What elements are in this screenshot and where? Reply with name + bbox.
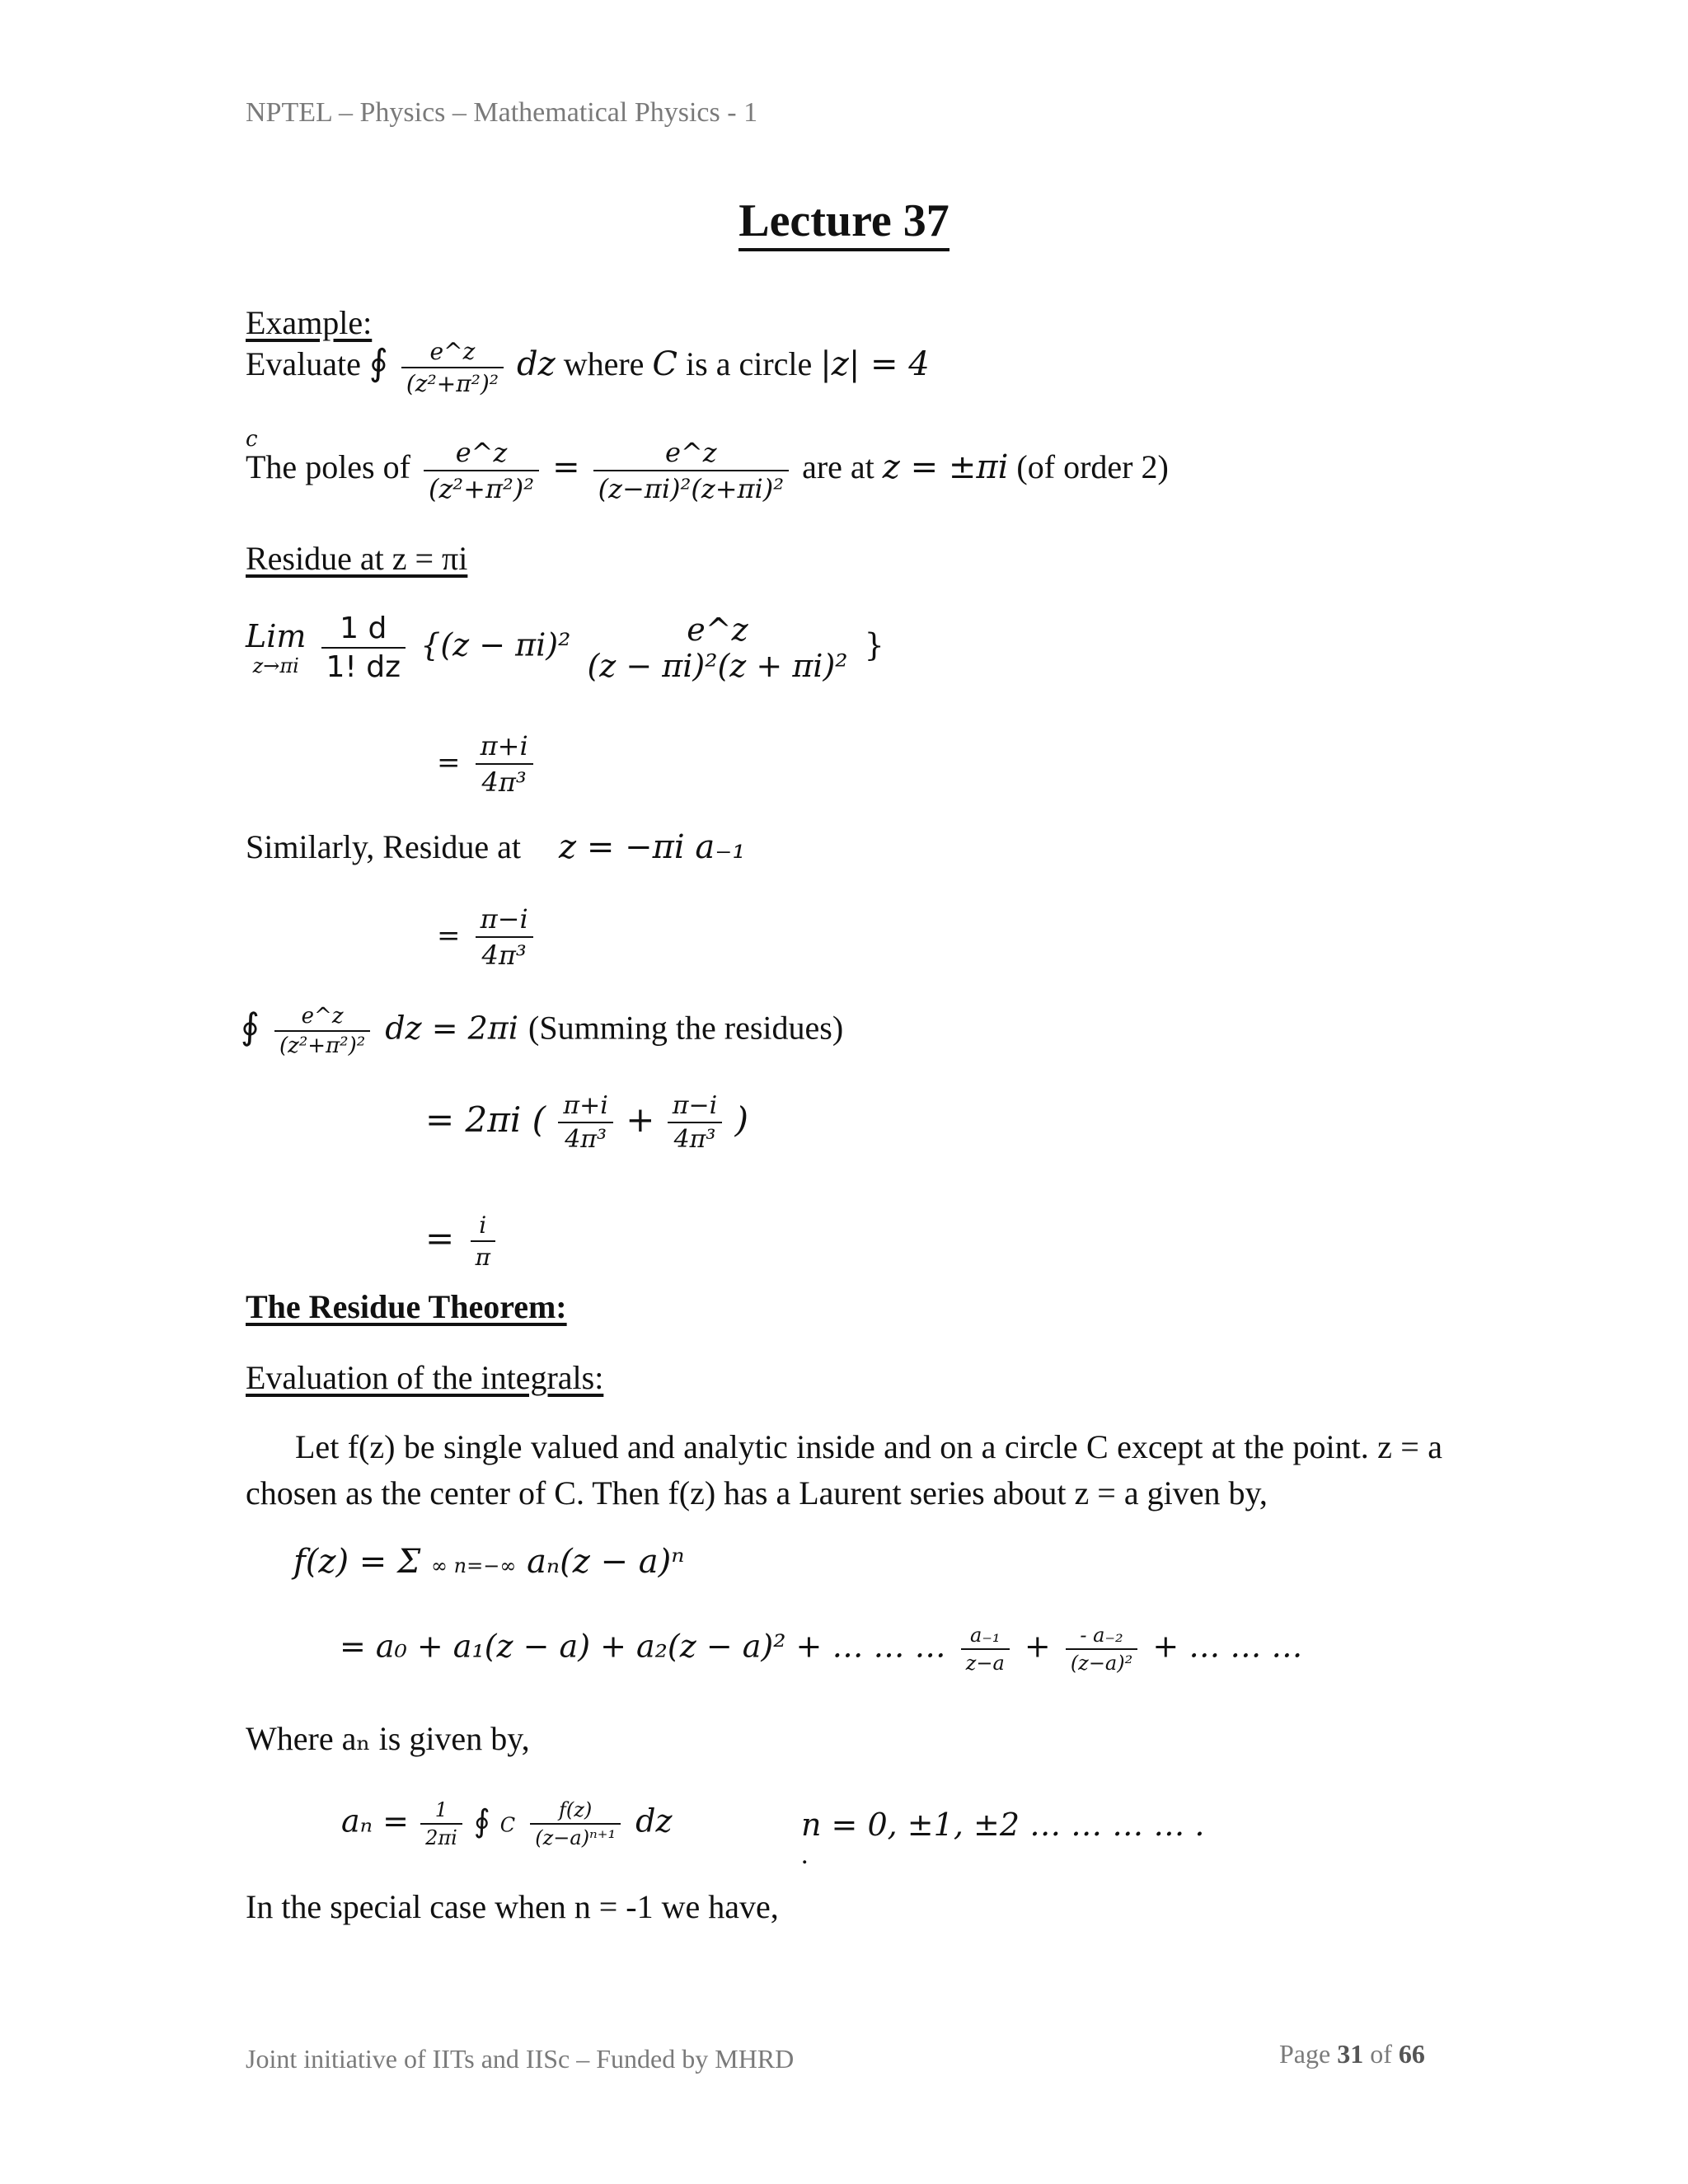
an-int-den: (z−a)ⁿ⁺¹: [535, 1826, 617, 1849]
laurent-series-line2: [340, 1624, 1302, 1675]
residue-pi-num: π+i: [476, 730, 533, 765]
residue-minus-frac: [476, 903, 533, 971]
series-frac2-num: - a₋₂: [1066, 1624, 1137, 1650]
an-oint-icon: ∮: [473, 1802, 490, 1840]
example-label: Example:: [246, 304, 373, 341]
footer-credit: Joint initiative of IITs and IISc – Funded by MHRD: [246, 2044, 795, 2074]
line2-plus: +: [626, 1099, 655, 1140]
series-plus1: +: [1024, 1628, 1051, 1665]
example-circle-eq: |z| = 4: [820, 345, 930, 384]
residue-pi-result: [437, 730, 538, 798]
integral-sum-line2: [425, 1091, 748, 1154]
n-range: n = 0, ±1, ±2 … … … … .: [801, 1807, 1205, 1843]
integral-sum-line1: [241, 1004, 843, 1058]
an-lhs: aₙ =: [341, 1802, 409, 1840]
line3-den: π: [475, 1244, 490, 1271]
line3-eq: =: [425, 1218, 455, 1258]
residue-minus-num: π−i: [476, 903, 533, 938]
page-word: Page: [1279, 2039, 1331, 2069]
line2-frac1-num: π+i: [558, 1091, 612, 1123]
page-number: [1279, 2039, 1425, 2069]
page-of-word: of: [1370, 2039, 1392, 2069]
line3-num: i: [471, 1212, 495, 1242]
residue-pi-den: 4π³: [481, 766, 527, 798]
page-title: [0, 194, 1688, 247]
an-contour: C: [499, 1813, 516, 1837]
example-contour-sub: c: [246, 427, 258, 452]
line2-lead: = 2πi (: [425, 1099, 546, 1140]
line2-frac1-den: 4π³: [565, 1125, 607, 1154]
integral-sum-note: (Summing the residues): [528, 1009, 844, 1047]
line2-frac1: [558, 1091, 612, 1154]
theorem-paragraph: Let f(z) be single valued and analytic inside and on a circle C except at the point. z = a chosen as the center of C. Then f(z) has a Laurent series about z = a given by,: [246, 1428, 1442, 1511]
an-coef: [420, 1798, 462, 1849]
evaluate-word: Evaluate: [246, 345, 361, 383]
integral-sum-num: e^z: [274, 1004, 370, 1032]
laurent-series-line1: [293, 1543, 684, 1581]
example-where: where: [563, 345, 645, 383]
line2-frac2-num: π−i: [668, 1091, 722, 1123]
example-dz: dz: [517, 345, 556, 384]
series-term: aₙ(z − a)ⁿ: [527, 1543, 685, 1581]
poles-frac1-den: (z²+π²)²: [428, 473, 535, 504]
series-tail: + … … …: [1152, 1628, 1303, 1665]
poles-frac1-num: e^z: [424, 437, 539, 471]
an-int-num: f(z): [530, 1798, 621, 1825]
page-total: 66: [1398, 2039, 1425, 2069]
residue-big-den: (z − πi)²(z + πi)²: [587, 648, 848, 684]
theorem-heading: The Residue Theorem:: [246, 1288, 567, 1325]
poles-frac2-den: (z−πi)²(z+πi)²: [598, 473, 785, 504]
line2-frac2: [668, 1091, 722, 1154]
residue-pi-eq: =: [437, 746, 461, 780]
residue-big-num: e^z: [687, 612, 748, 648]
residue-coef-den: 1! dz: [326, 650, 401, 684]
series-frac1-den: z−a: [965, 1652, 1005, 1675]
example-contour: C: [652, 345, 678, 384]
example-integrand: [401, 338, 504, 397]
poles-frac1: [424, 437, 539, 504]
lim-block: [246, 618, 306, 677]
lim-word: Lim: [246, 618, 307, 654]
line2-frac2-den: 4π³: [673, 1125, 716, 1154]
integral-sum-oint-icon: ∮: [241, 1005, 260, 1048]
an-coef-num: 1: [420, 1798, 462, 1825]
line3-frac: [471, 1212, 495, 1271]
poles-eq: =: [552, 448, 580, 487]
lim-subscript: z→πi: [252, 654, 299, 677]
series-frac2-den: (z−a)²: [1070, 1652, 1133, 1675]
residue-minus-eq: =: [437, 919, 461, 953]
poles-value: z = ±πi: [882, 448, 1009, 487]
page-current: 31: [1337, 2039, 1364, 2069]
poles-frac2: [593, 437, 789, 504]
residue-pi-heading: Residue at z = πi: [246, 540, 468, 577]
residue-minus-line: [246, 827, 745, 866]
integral-sum-line3: [425, 1212, 500, 1271]
theorem-subheading: Evaluation of the integrals:: [246, 1359, 604, 1396]
series-lhs: f(z) = Σ: [293, 1543, 421, 1581]
poles-frac2-num: e^z: [593, 437, 789, 471]
residue-minus-value: z = −πi a₋₁: [559, 828, 746, 866]
line2-close: ): [734, 1099, 748, 1140]
residue-minus-den: 4π³: [481, 940, 527, 971]
residue-brace-close: }: [864, 626, 884, 663]
integral-sum-den: (z²+π²)²: [279, 1033, 366, 1058]
residue-big-frac: [587, 612, 847, 684]
residue-coef-num: 1 d: [321, 612, 406, 649]
an-coef-den: 2πi: [425, 1826, 457, 1849]
series-line2-lead: = a₀ + a₁(z − a) + a₂(z − a)² + … … …: [340, 1628, 946, 1665]
residue-pi-limit: [246, 612, 884, 684]
n-range-dot: .: [801, 1840, 809, 1870]
contour-integral-icon: ∮: [368, 342, 388, 385]
poles-order: (of order 2): [1016, 448, 1169, 486]
poles-line: [246, 437, 1169, 504]
residue-pi-frac: [476, 730, 533, 798]
page-title-text: Lecture 37: [738, 195, 950, 251]
series-limits: ∞ n=−∞: [431, 1554, 517, 1577]
example-evaluate-line: [246, 338, 930, 397]
example-integrand-num: e^z: [401, 338, 504, 368]
integral-sum-rhs: dz = 2πi: [385, 1010, 518, 1047]
residue-coef: [321, 612, 406, 684]
running-header: NPTEL – Physics – Mathematical Physics - 1: [246, 97, 758, 128]
an-formula: [341, 1798, 673, 1849]
residue-minus-result: [437, 903, 538, 971]
example-is-circle: is a circle: [686, 345, 813, 383]
poles-are-at: are at: [802, 448, 874, 486]
residue-brace-open: {(z − πi)²: [420, 626, 571, 663]
where-an-text: Where aₙ is given by,: [246, 1720, 530, 1757]
residue-minus-lead: Similarly, Residue at: [246, 828, 522, 865]
integral-sum-frac: [274, 1004, 370, 1058]
poles-lead: The poles of: [246, 448, 410, 486]
series-frac2: [1066, 1624, 1137, 1675]
example-integrand-den: (z²+π²)²: [406, 370, 499, 397]
series-frac1: [961, 1624, 1010, 1675]
an-dz: dz: [635, 1802, 673, 1840]
series-frac1-num: a₋₁: [961, 1624, 1010, 1650]
special-case-text: In the special case when n = -1 we have,: [246, 1888, 779, 1925]
an-int-frac: [530, 1798, 621, 1849]
